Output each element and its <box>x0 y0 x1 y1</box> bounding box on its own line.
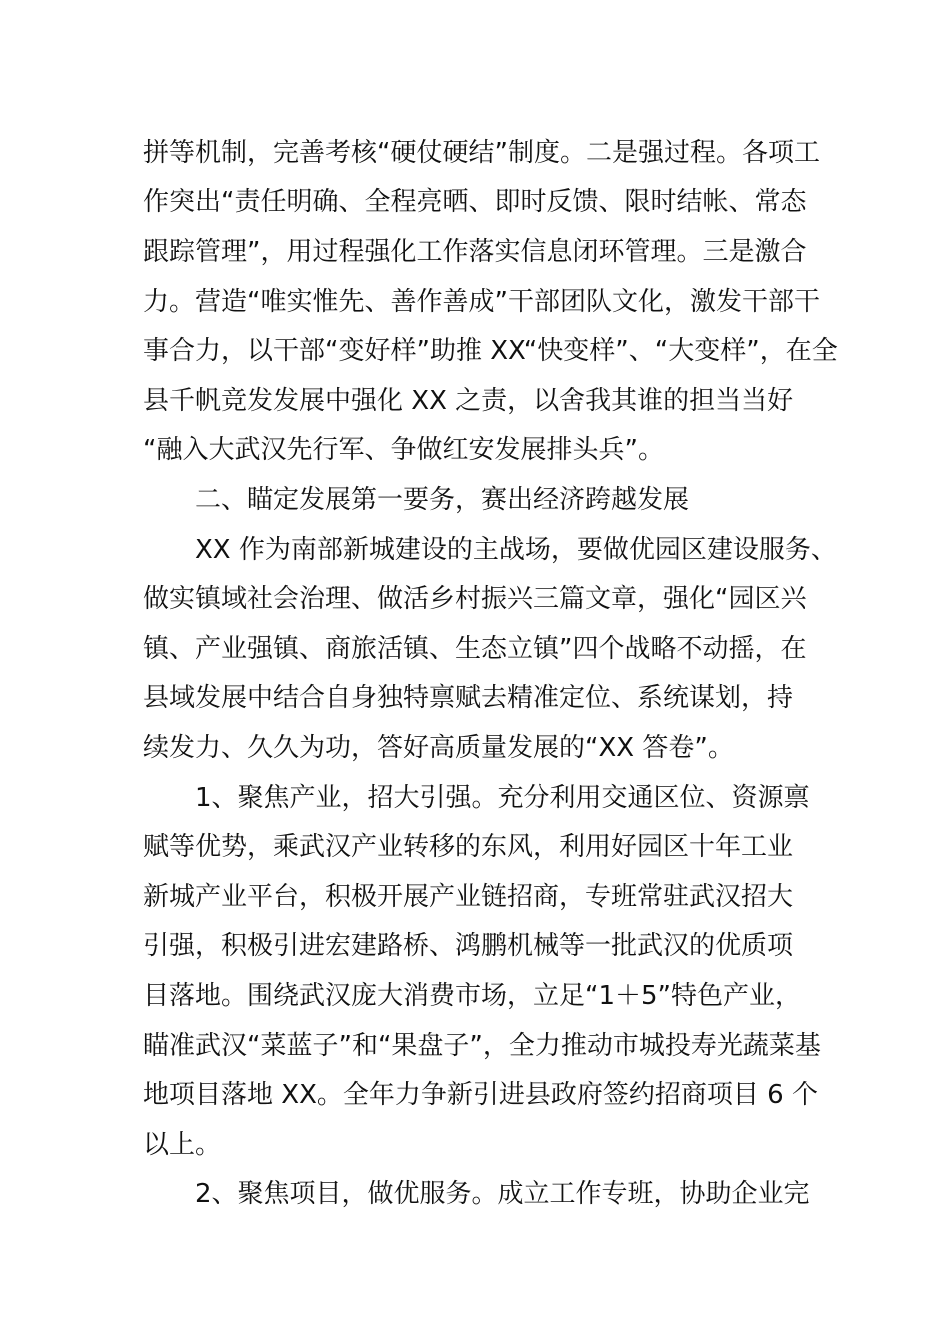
body-text-line: 续发力、久久为功，答好高质量发展的“XX 答卷”。 <box>143 733 734 763</box>
body-text-line: 做实镇域社会治理、做活乡村振兴三篇文章，强化“园区兴 <box>143 584 807 614</box>
body-text-line: 地项目落地 XX。全年力争新引进县政府签约招商项目 6 个 <box>143 1080 818 1110</box>
body-text-line: 县千帆竞发发展中强化 XX 之责，以舍我其谁的担当当好 <box>143 386 794 416</box>
body-text-line: 瞄准武汉“菜蓝子”和“果盘子”，全力推动市城投寿光蔬菜基 <box>143 1031 821 1061</box>
body-text-line: 事合力，以干部“变好样”助推 XX“快变样”、“大变样”，在全 <box>143 336 838 366</box>
body-text-line: 1、聚焦产业，招大引强。充分利用交通区位、资源禀 <box>195 783 810 813</box>
body-text-line: 2、聚焦项目，做优服务。成立工作专班，协助企业完 <box>195 1179 810 1209</box>
body-text-line: 引强，积极引进宏建路桥、鸿鹏机械等一批武汉的优质项 <box>143 931 794 961</box>
body-text-line: 县域发展中结合自身独特禀赋去精准定位、系统谋划，持 <box>143 683 794 713</box>
body-text-line: 拼等机制，完善考核“硬仗硬结”制度。二是强过程。各项工 <box>143 138 820 168</box>
body-text-line: 镇、产业强镇、商旅活镇、生态立镇”四个战略不动摇，在 <box>143 634 807 664</box>
body-text-line: 以上。 <box>143 1130 222 1160</box>
section-heading: 二、瞄定发展第一要务，赛出经济跨越发展 <box>195 485 690 515</box>
body-text-line: 作突出“责任明确、全程亮晒、即时反馈、限时结帐、常态 <box>143 187 807 217</box>
body-text-line: 目落地。围绕武汉庞大消费市场，立足“1＋5”特色产业， <box>143 981 802 1011</box>
body-text-line: 力。营造“唯实惟先、善作善成”干部团队文化，激发干部干 <box>143 287 820 317</box>
body-text-line: 赋等优势，乘武汉产业转移的东风，利用好园区十年工业 <box>143 832 794 862</box>
body-text-line: XX 作为南部新城建设的主战场，要做优园区建设服务、 <box>195 535 837 565</box>
body-text-line: 跟踪管理”，用过程强化工作落实信息闭环管理。三是激合 <box>143 237 807 267</box>
body-text-line: “融入大武汉先行军、争做红安发展排头兵”。 <box>143 435 664 465</box>
body-text-line: 新城产业平台，积极开展产业链招商，专班常驻武汉招大 <box>143 882 794 912</box>
